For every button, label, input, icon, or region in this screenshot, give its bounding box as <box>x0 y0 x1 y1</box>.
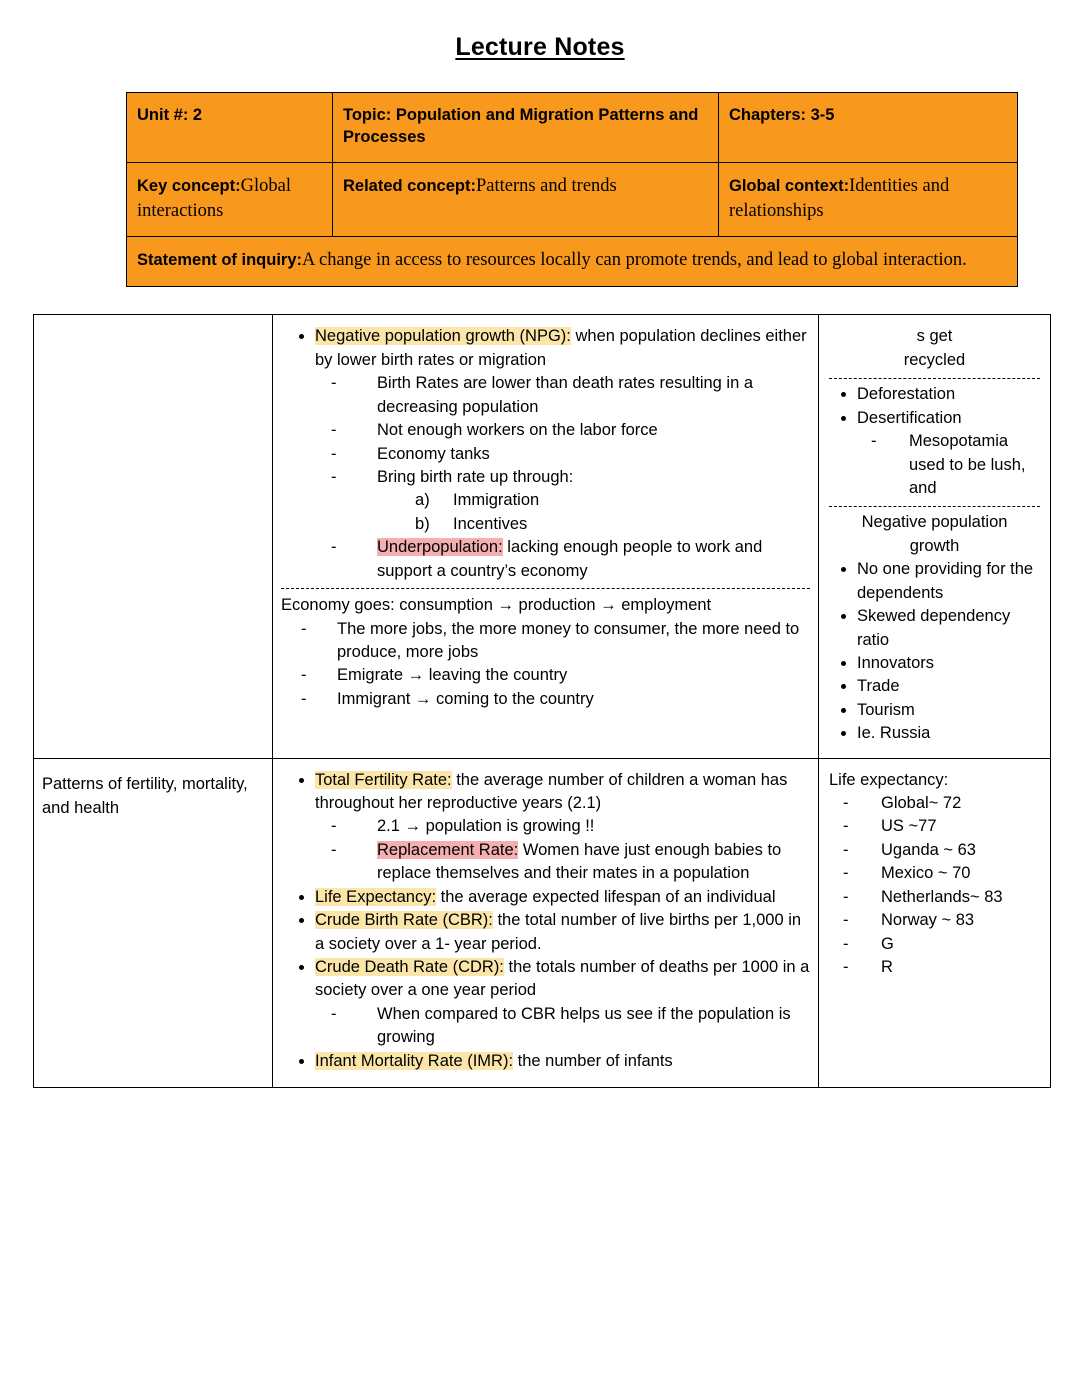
related-concept-value: Patterns and trends <box>475 175 617 196</box>
chapters-value: 3-5 <box>806 106 835 124</box>
npg-heading-line1: Negative population <box>861 513 1008 532</box>
key-concept-label: Key concept: <box>137 176 241 195</box>
list-item <box>315 909 810 956</box>
cdr-definition: the totals number of deaths per 1000 in a society over a one year period <box>315 957 810 1000</box>
life-expectancy-term: Life Expectancy: <box>315 887 437 906</box>
chapters-label: Chapters: <box>729 106 807 124</box>
economy-chain-line: Economy goes: consumption → production → employment <box>281 596 712 615</box>
statement-of-inquiry-cell <box>127 237 1018 287</box>
birth-rate-methods-list <box>377 489 810 536</box>
global-context-label: Global context: <box>729 176 850 195</box>
tfr-term: Total Fertility Rate: <box>315 770 452 789</box>
list-item: - Not enough workers on the labor force <box>331 419 810 442</box>
imr-term: Infant Mortality Rate (IMR): <box>315 1051 514 1070</box>
tfr-sub-list <box>315 815 810 885</box>
list-item: - Norway ~ 83 <box>843 909 1040 932</box>
list-item: - Global~ 72 <box>843 792 1040 815</box>
global-context-value: Identities and relationships <box>729 175 950 221</box>
npg-definition: when population declines either by lower birth rates or migration <box>315 327 807 369</box>
list-item <box>315 886 810 909</box>
list-item: - US ~77 <box>843 815 1040 838</box>
list-item <box>857 407 1040 501</box>
list-item: - The more jobs, the more money to consumer, the more need to produce, more jobs <box>297 618 810 665</box>
recycled-fragment-line2: recycled <box>903 350 966 369</box>
list-item <box>331 466 810 536</box>
list-item: - Economy tanks <box>331 443 810 466</box>
section-divider <box>829 506 1040 507</box>
underpopulation-term: Underpopulation: <box>377 538 503 557</box>
list-item <box>315 956 810 1050</box>
replacement-rate-term: Replacement Rate: <box>377 840 519 859</box>
list-item <box>315 1050 810 1073</box>
list-item: • Tourism <box>857 699 1040 722</box>
bring-birth-rate-text: Bring birth rate up through: <box>377 467 574 486</box>
desertification-sub-list <box>857 430 1040 500</box>
npg-term: Negative population growth (NPG): <box>315 327 571 346</box>
row1-topic-label <box>34 315 272 329</box>
npg-bullet-list <box>281 325 810 583</box>
list-item: - When compared to CBR helps us see if the population is growing <box>331 1003 810 1050</box>
land-degradation-list <box>829 383 1040 500</box>
replacement-rate-definition: Women have just enough babies to replace themselves and their mates in a population <box>377 840 782 883</box>
topic-value: Population and Migration Patterns and Processes <box>343 106 699 147</box>
list-item: - 2.1 → population is growing !! <box>331 815 810 838</box>
list-item: • Trade <box>857 675 1040 698</box>
cbr-term: Crude Birth Rate (CBR): <box>315 911 493 930</box>
notes-table-wrapper <box>33 314 1047 1088</box>
page-title-text: Lecture Notes <box>455 33 625 61</box>
npg-sub-list <box>315 372 810 583</box>
row2-topic-label: Patterns of fertility, mortality, and health <box>42 774 248 817</box>
global-context-cell <box>719 162 1018 237</box>
list-item: - Netherlands~ 83 <box>843 886 1040 909</box>
table-row <box>127 162 1018 237</box>
tfr-definition: the average number of children a woman has throughout her reproductive years (2.1) <box>315 770 788 813</box>
list-item: Immigration <box>453 491 540 510</box>
row2-right-cell <box>819 758 1051 1087</box>
list-item: - Uganda ~ 63 <box>843 839 1040 862</box>
list-item: - Mexico ~ 70 <box>843 862 1040 885</box>
list-item: - Birth Rates are lower than death rates resulting in a decreasing population <box>331 372 810 419</box>
fertility-terms-list <box>281 769 810 1073</box>
recycled-fragment-line1: s get <box>916 327 953 346</box>
unit-cell <box>127 93 333 163</box>
topic-label: Topic: <box>343 106 392 124</box>
list-item: • Innovators <box>857 652 1040 675</box>
row1-topic-cell <box>34 315 273 758</box>
list-item: • Deforestation <box>857 383 1040 406</box>
statement-value: A change in access to resources locally can promote trends, and lead to global interaction. <box>302 250 967 271</box>
unit-header-table <box>126 92 1018 287</box>
cdr-sub-list <box>315 1003 810 1050</box>
list-item: - Immigrant → coming to the country <box>297 688 810 711</box>
row2-main-cell <box>273 758 819 1087</box>
list-item <box>331 839 810 886</box>
unit-label: Unit #: <box>137 106 189 124</box>
unit-value: 2 <box>188 106 203 124</box>
list-item: Incentives <box>453 514 528 533</box>
list-item: - Mesopotamia used to be lush, and <box>871 430 1040 500</box>
related-concept-cell <box>333 162 719 237</box>
underpopulation-definition: lacking enough people to work and support a country’s economy <box>377 538 763 580</box>
desertification-text: Desertification <box>857 408 962 427</box>
imr-definition: the number of infants <box>513 1051 673 1070</box>
row2-topic-cell <box>34 758 273 1087</box>
list-item: • No one providing for the dependents <box>857 558 1040 605</box>
section-divider <box>829 378 1040 379</box>
key-concept-cell <box>127 162 333 237</box>
row1-right-cell <box>819 315 1051 758</box>
statement-label: Statement of inquiry: <box>137 251 303 270</box>
list-item: • Ie. Russia <box>857 722 1040 745</box>
npg-heading-line2: growth <box>909 536 960 555</box>
unit-header-table-wrapper <box>126 92 967 287</box>
table-row <box>34 758 1051 1087</box>
table-row <box>127 237 1018 287</box>
cdr-term: Crude Death Rate (CDR): <box>315 957 504 976</box>
chapters-cell <box>719 93 1018 163</box>
list-item: - R <box>843 956 1040 979</box>
list-item <box>315 325 810 583</box>
table-row <box>34 315 1051 758</box>
key-concept-value: Global interactions <box>137 175 291 221</box>
life-expectancy-heading: Life expectancy: <box>829 770 949 789</box>
list-item <box>331 536 810 583</box>
section-divider <box>281 588 810 589</box>
table-row <box>127 93 1018 163</box>
economy-sub-list <box>281 618 810 712</box>
list-item: - Emigrate → leaving the country <box>297 664 810 687</box>
life-expectancy-values-list <box>829 792 1040 979</box>
list-item: • Skewed dependency ratio <box>857 605 1040 652</box>
list-item: - G <box>843 933 1040 956</box>
list-item <box>315 769 810 886</box>
row1-main-cell <box>273 315 819 758</box>
notes-table <box>33 314 1051 1088</box>
related-concept-label: Related concept: <box>343 176 476 195</box>
cbr-definition: the total number of live births per 1,000 in a society over a 1- year period. <box>315 911 802 953</box>
npg-effects-list <box>829 558 1040 745</box>
page-title <box>0 0 1080 62</box>
life-expectancy-definition: the average expected lifespan of an individual <box>436 887 776 906</box>
topic-cell <box>333 93 719 163</box>
